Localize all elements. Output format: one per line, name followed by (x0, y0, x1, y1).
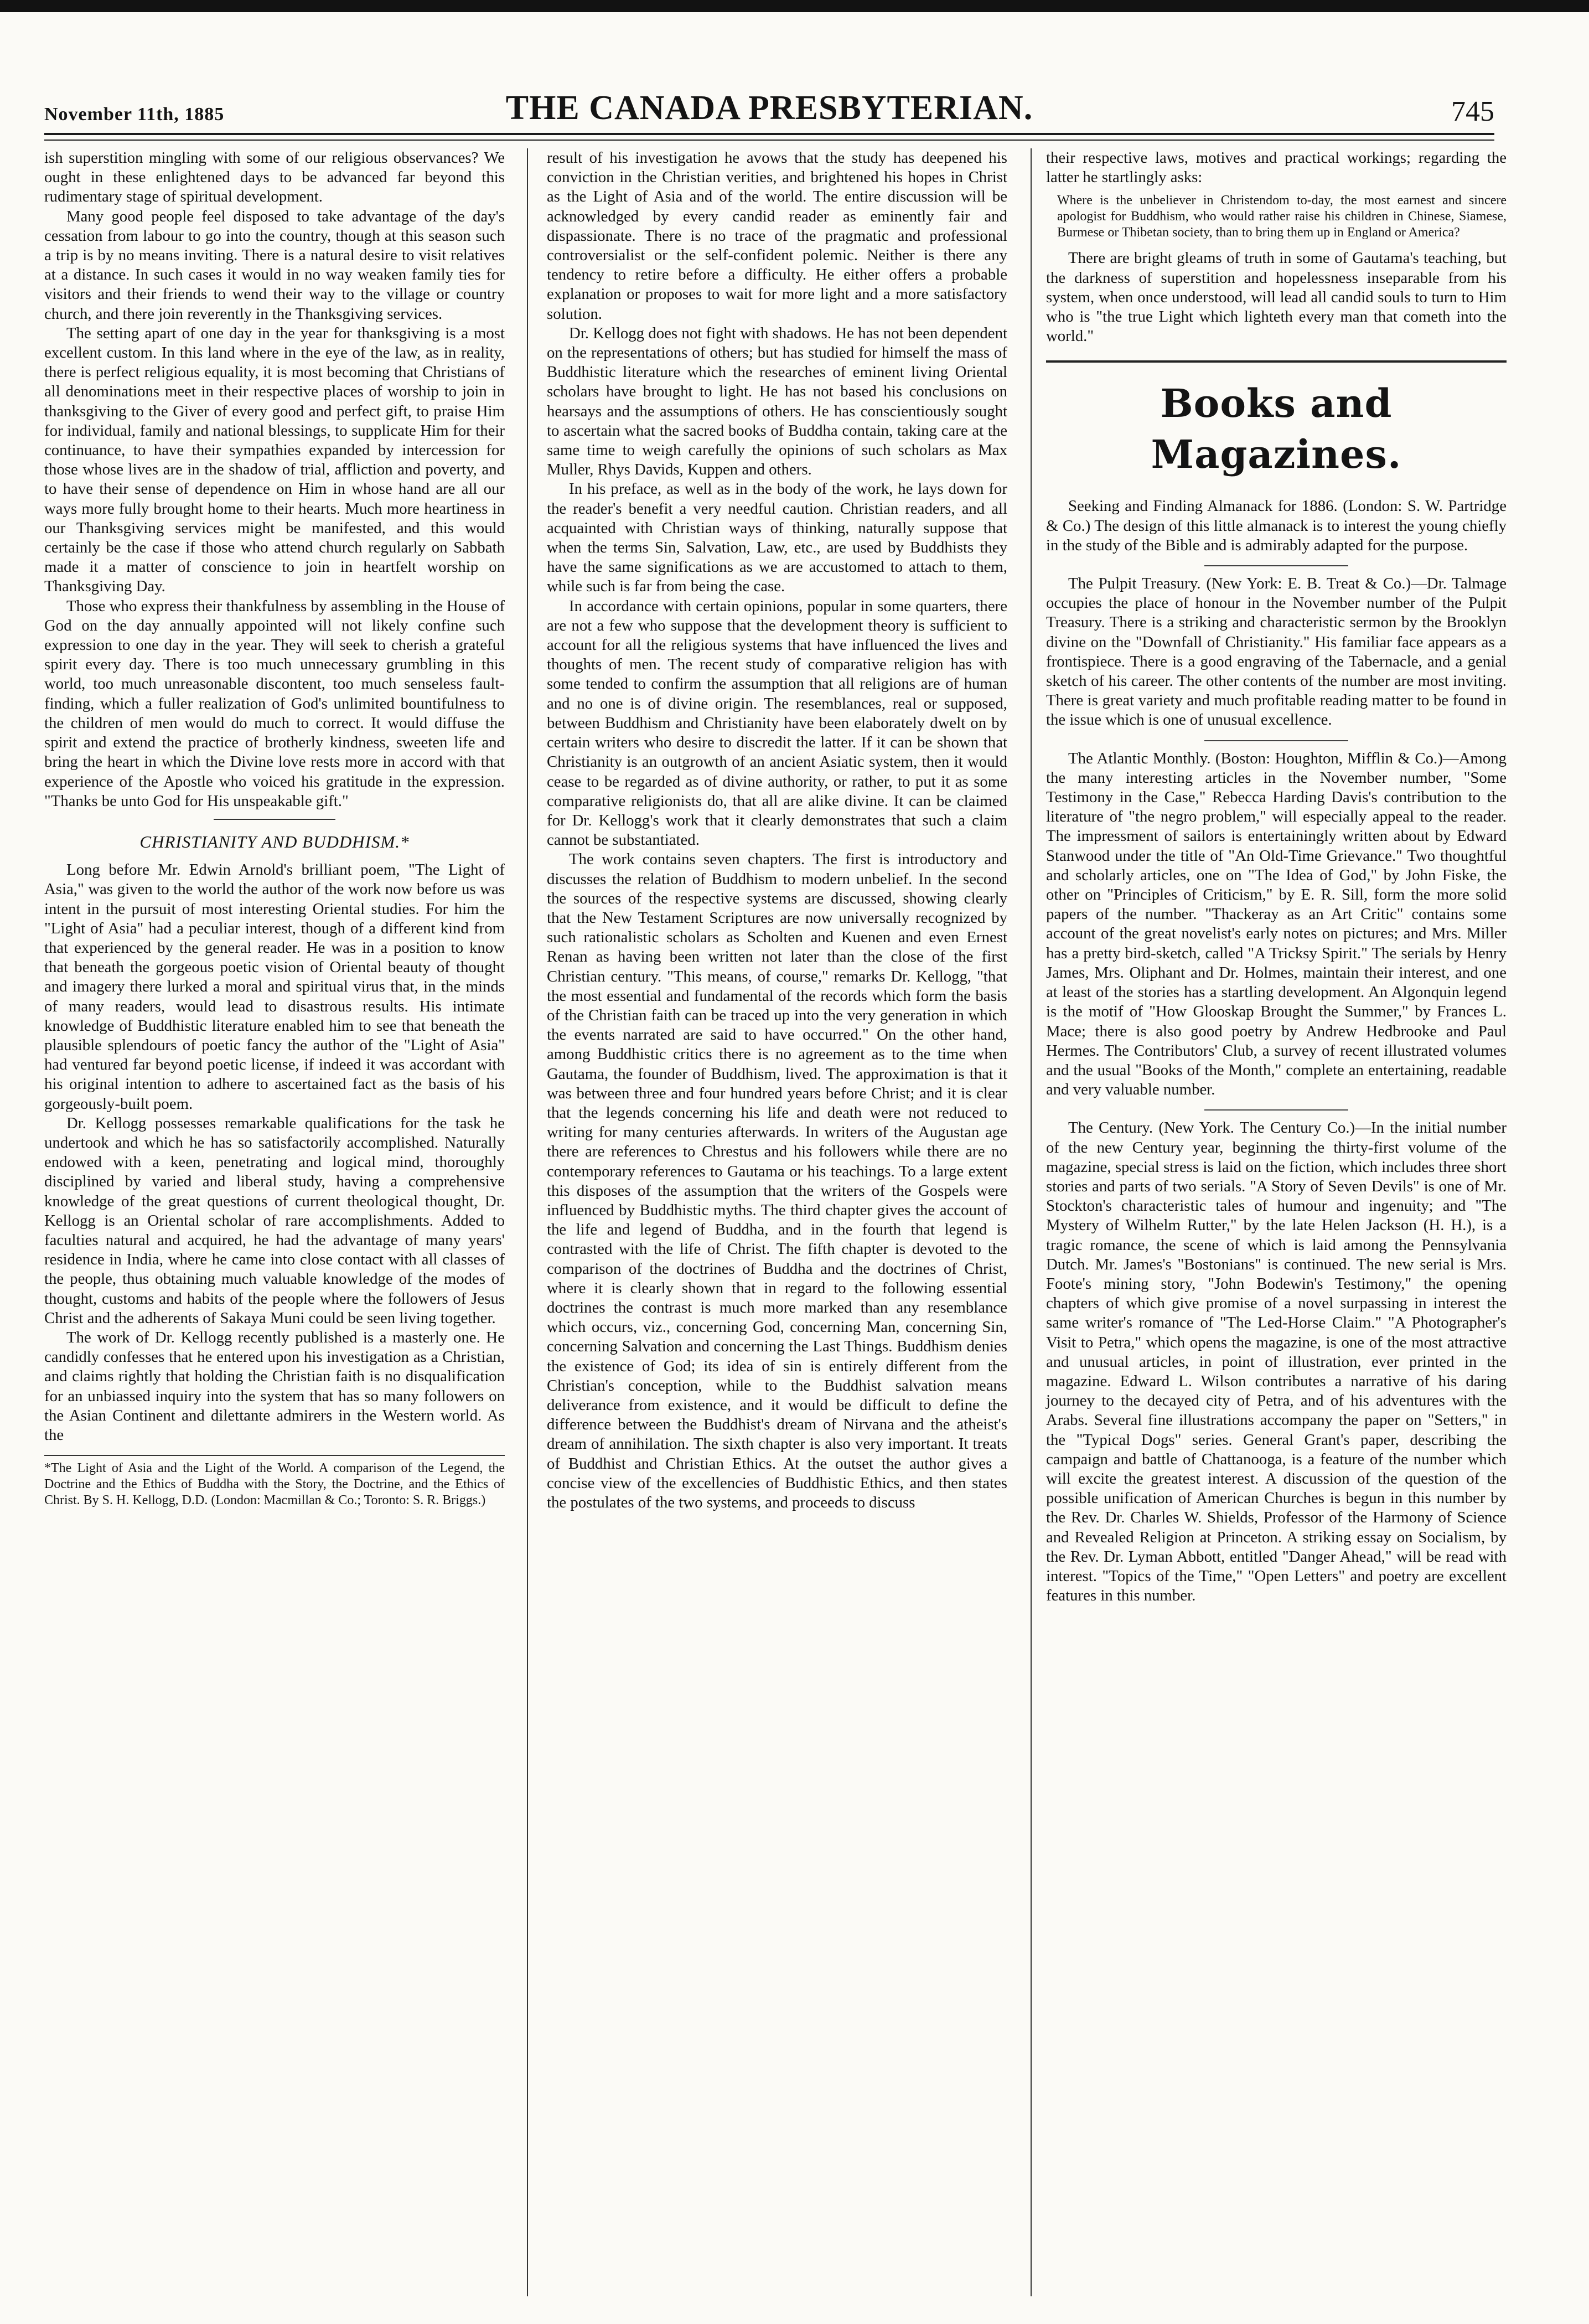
header-rule (44, 133, 1494, 135)
column-divider (1031, 148, 1032, 2296)
paragraph: Long before Mr. Edwin Arnold's brilliant poem, "The Light of Asia," was given to the world the author of the work now before us was intent in the pursuit of most interesting Oriental studies. For him the "Light of Asia" had a peculiar interest, though of a different kind from that experienced by the general reader. He was in a position to know that beneath the gorgeous poetic vision of Oriental beauty of thought and imagery there lurked a moral and spiritual virus that, in the minds of many readers, would lead to disastrous results. His intimate knowledge of Buddhistic literature enabled him to see that beneath the plausible splendours of poetic fancy the author of the "Light of Asia" had ventured far beyond poetic license, if indeed it was accordant with his original intention to adhere to ascertained fact as the basis of his gorgeously-built poem. (44, 861, 505, 1113)
paragraph: The work contains seven chapters. The first is introductory and discusses the relation of Buddhism to modern unbelief. In the second the sources of the respective systems are discussed, showing clearly that the New Testament Scriptures are now universally recognized by such rationalistic scholars as Scholten and Kuenen and even Ernest Renan as having been written not later than the close of the first Christian century. "This means, of course," remarks Dr. Kellogg, "that the most essential and fundamental of the records which form the basis of the Christian faith can be traced up into the very generation in which the events narrated are said to have occurred." On the other hand, among Buddhistic critics there is no agreement as to the time when Gautama, the founder of Buddhism, lived. The approximation is that it was between three and four hundred years before Christ; and it is clear that the legends concerning his life and death were not reduced to writing for many centuries afterwards. In writers of the Augustan age there are references to Chrestus and his followers while there are no contemporary references to Gautama or his teachings. To a large extent this disposes of the assumption that the writers of the Gospels were influenced by Buddhistic myths. The third chapter gives the account of the life and legend of Buddha, and in the fourth that legend is contrasted with the life of Christ. The fifth chapter is devoted to the comparison of the doctrines of Buddha and the doctrines of Christ, where it is clearly shown that in regard to the following essential doctrines the contrast is much more marked than any resemblance which occurs, viz., concerning God, concerning Man, concerning Sin, concerning Salvation and concerning the Last Things. Buddhism denies the existence of God; its idea of sin is entirely different from the Christian's conception, while to the Buddhist salvation means deliverance from existence, and it would be difficult to define the difference between the Buddhist's dream of Nirvana and the atheist's dream of annihilation. The sixth chapter is also very important. It treats of Buddhist and Christian Ethics. At the outset the author gives a concise view of the excellencies of Buddhistic Ethics, and then states the postulates of the two systems, and proceeds to discuss (547, 850, 1007, 1512)
issue-date: November 11th, 1885 (44, 104, 225, 125)
section-rule (214, 819, 335, 820)
paragraph: There are bright gleams of truth in some of Gautama's teaching, but the darkness of superstition and hopelessness inseparable from his system, when once understood, will lead all candid souls to turn to Him who is "the true Light which lighteth every man that cometh into the world." (1046, 249, 1507, 345)
paragraph: The work of Dr. Kellogg recently published is a masterly one. He candidly confesses that he entered upon his investigation as a Christian, and claims rightly that holding the Christian faith is no disqualification for an unbiassed inquiry into the system that has so many followers on the Asian Continent and dilettante admirers in the Western world. As the (44, 1328, 505, 1444)
paragraph: Dr. Kellogg does not fight with shadows. He has not been dependent on the representations of others; but has studied for himself the mass of Buddhistic literature which the researches of eminent living Oriental scholars have brought to light. He has not based his conclusions on hearsays and the assumptions of others. He has conscientiously sought to ascertain what the sacred books of Buddha contain, taking care at the same time to weigh carefully the opinions of such scholars as Max Muller, Rhys Davids, Kuppen and others. (547, 324, 1007, 479)
review-item: Seeking and Finding Almanack for 1886. (London: S. W. Partridge & Co.) The design of this little almanack is to interest the young chiefly in the study of the Bible and is admirably adapted for the purpose. (1046, 497, 1507, 554)
section-title: Books and Magazines. (1151, 380, 1402, 478)
review-item: The Atlantic Monthly. (Boston: Houghton, Mifflin & Co.)—Among the many interesting articles in the November number, "Some Testimony in the Case," Rebecca Harding Davis's contribution to the literature of "the negro problem," will especially appeal to the reader. The impressment of sailors is entertainingly written about by Edward Stanwood under the title of "An Old-Time Grievance." Two thoughtful and scholarly articles, one on "The Idea of God," by John Fiske, the other on "Principles of Criticism," by E. R. Sill, form the more solid papers of the number. "Thackeray as an Art Critic" contains some account of the great novelist's early notes on pictures; and Mrs. Miller has a pretty bird-sketch, called "A Tricksy Spirit." The serials by Henry James, Mrs. Oliphant and Dr. Holmes, maintain their interest, and one at least of the stories has a startling development. An Algonquin legend is the motif of "How Glooskap Brought the Summer," by Frances L. Mace; there is also good poetry by Andrew Hedbrooke and Paul Hermes. The Contributors' Club, a survey of recent illustrated volumes and the usual "Books of the Month," complete an entertaining, readable and very valuable number. (1046, 749, 1507, 1099)
paragraph: In accordance with certain opinions, popular in some quarters, there are not a few who suppose that the development theory is sufficient to account for all the religious systems that have influenced the lives and thoughts of men. The recent study of comparative religion has with some tended to confirm the assumption that all religions are of human and no one is of divine origin. The resemblances, real or supposed, between Buddhism and Christianity have been elaborately dwelt on by certain writers who desire to discredit the latter. If it can be shown that Christianity is an outgrowth of an ancient Asiatic system, then it would cease to be regarded as of divine authority, or rather, to put it as some comparative religionists do, that all are alike divine. It can be claimed for Dr. Kellogg's work that it clearly demonstrates that such a claim cannot be substantiated. (547, 597, 1007, 849)
masthead-title: THE CANADA PRESBYTERIAN. (505, 89, 1033, 127)
review-divider (1204, 565, 1348, 566)
paragraph: their respective laws, motives and practical workings; regarding the latter he startlingly asks: (1046, 149, 1507, 187)
paragraph: result of his investigation he avows that the study has deepened his conviction in the Christian verities, and brightened his hopes in Christ as the Light of Asia and of the world. The entire discussion will be acknowledged by every candid reader as eminently fair and dispassionate. There is no trace of the pragmatic and professional controversialist or the self-confident polemic. Neither is there any tendency to retire before a difficulty. He either offers a probable explanation or proposes to wait for more light and a more satisfactory solution. (547, 149, 1007, 323)
paragraph: The setting apart of one day in the year for thanksgiving is a most excellent custom. In this land where in the eye of the law, as in reality, there is perfect religious equality, it is most becoming that Christians of all denominations meet in their respective places of worship to join in thanksgiving to the Giver of every good and perfect gift, to praise Him for individual, family and national blessings, to supplicate Him for their continuance, to have their sympathies expanded by intercession for those whose lives are in the shadow of trial, affliction and poverty, and to have their sense of dependence on Him in whose hand are all our ways more fully brought home to their hearts. Much more heartiness in our Thanksgiving services might be manifested, and this would certainly be the case if those who attend church regularly on Sabbath made it a matter of conscience to join in heartfelt worship on Thanksgiving Day. (44, 324, 505, 596)
paragraph: ish superstition mingling with some of our religious observances? We ought in these enlightened days to be advanced far beyond this rudimentary stage of spiritual development. (44, 149, 505, 206)
paragraph: Many good people feel disposed to take advantage of the day's cessation from labour to go into the country, though at this season such a trip is by no means inviting. There is a natural desire to visit relatives at a distance. In such cases it would in no way weaken family ties for visitors and their friends to wend their way to the village or country church, and there join reverently in the Thanksgiving services. (44, 207, 505, 323)
column-2 (547, 148, 1007, 1512)
paragraph: In his preface, as well as in the body of the work, he lays down for the reader's benefit a very needful caution. Christian readers, and all acquainted with Christian ways of thinking, naturally suppose that when the terms Sin, Salvation, Law, etc., are used by Buddhists they have the same significations as we are accustomed to attach to them, while such is far from being the case. (547, 480, 1007, 596)
review-divider (1204, 740, 1348, 741)
paragraph: Those who express their thankfulness by assembling in the House of God on the day annually appointed will not likely confine such expression to one day in the year. They will seek to cherish a grateful spirit every day. There is too much unnecessary grumbling in this world, too much unreasonable discontent, too much senseless fault-finding, which a fuller realization of God's unlimited bountifulness to the children of men would do much to correct. It would diffuse the spirit and extend the practice of brotherly kindness, sweeten life and bring the heart in which the Divine love rests more in accord with that experience of the Apostle who voiced his gratitude in the expression. "Thanks be unto God for His unspeakable gift." (44, 597, 505, 810)
page-number: 745 (1451, 96, 1494, 127)
header-rule-thin (44, 140, 1494, 141)
review-item: The Pulpit Treasury. (New York: E. B. Treat & Co.)—Dr. Talmage occupies the place of honour in the November number of the Pulpit Treasury. There is a striking and characteristic sermon by the Brooklyn divine on the "Downfall of Christianity." His familiar face appears as a frontispiece. There is a good engraving of the Tabernacle, and a genial sketch of his career. The other contents of the number are most inviting. There is great variety and much profitable reading matter to be found in the issue which is one of unusual excellence. (1046, 575, 1507, 729)
review-divider (1204, 1109, 1348, 1111)
footnote: *The Light of Asia and the Light of the World. A comparison of the Legend, the Doctrine and the Ethics of Buddha with the Story, the Doctrine, and the Ethics of Christ. By S. H. Kellogg, D.D. (London: Macmillan & Co.; Toronto: S. R. Briggs.) (44, 1455, 505, 1509)
column-divider (527, 148, 528, 2296)
section-rule (1046, 360, 1507, 363)
page-top-edge (0, 0, 1589, 12)
paragraph: Dr. Kellogg possesses remarkable qualifications for the task he undertook and which he has so satisfactorily accomplished. Naturally endowed with a keen, penetrating and logical mind, thoroughly disciplined by varied and liberal study, having a comprehensive knowledge of the great questions of current theological thought, Dr. Kellogg is an Oriental scholar of rare accomplishments. Added to faculties natural and acquired, he had the advantage of many years' residence in India, where he came into close contact with all classes of the people, thus obtaining much valuable knowledge of the modes of thought, customs and habits of the people where the followers of Jesus Christ and the adherents of Sakaya Muni could be seen living together. (44, 1114, 505, 1327)
review-item: The Century. (New York. The Century Co.)—In the initial number of the new Century year, beginning the thirty-first volume of the magazine, special stress is laid on the fiction, which includes three short stories and parts of two serials. "A Story of Seven Devils" is one of Mr. Stockton's characteristic tales of humour and ingenuity; and "The Mystery of Wilhelm Rutter," by the late Helen Jackson (H. H.), is a tragic romance, the scene of which is laid among the Pennsylvania Dutch. Mr. James's "Bostonians" is continued. The new serial is Mrs. Foote's mining story, "John Bodewin's Testimony," the opening chapters of which give promise of a novel surpassing in interest the same writer's romance of "The Led-Horse Claim." "A Photographer's Visit to Petra," which opens the magazine, is one of the most attractive and unusual articles, in point of illustration, ever printed in the magazine. Edward L. Wilson contributes a narrative of his daring journey to the decayed city of Petra, and of his adventures with the Arabs. Several fine illustrations accompany the paper on "Setters," in the "Typical Dogs" series. General Grant's paper, describing the campaign and battle of Chattanooga, is a feature of the number which will excite the greatest interest. A discussion of the question of the possible unification of American Churches is begun in this number by the Rev. Dr. Charles W. Shields, Professor of the Harmony of Science and Revealed Religion at Princeton. A striking essay on Socialism, by the Rev. Dr. Lyman Abbott, entitled "Danger Ahead," will be read with interest. "Topics of the Time," "Open Letters" and poetry are excellent features in this number. (1046, 1119, 1507, 1605)
block-quote: Where is the unbeliever in Christendom to-day, the most earnest and sincere apologist for Buddhism, who would rather raise his children in Chinese, Siamese, Burmese or Thibetan society, than to bring them up in England or America? (1057, 193, 1507, 240)
column-1 (44, 148, 505, 1509)
article-title: CHRISTIANITY AND BUDDHISM.* (139, 832, 410, 851)
column-3 (1046, 148, 1507, 1605)
